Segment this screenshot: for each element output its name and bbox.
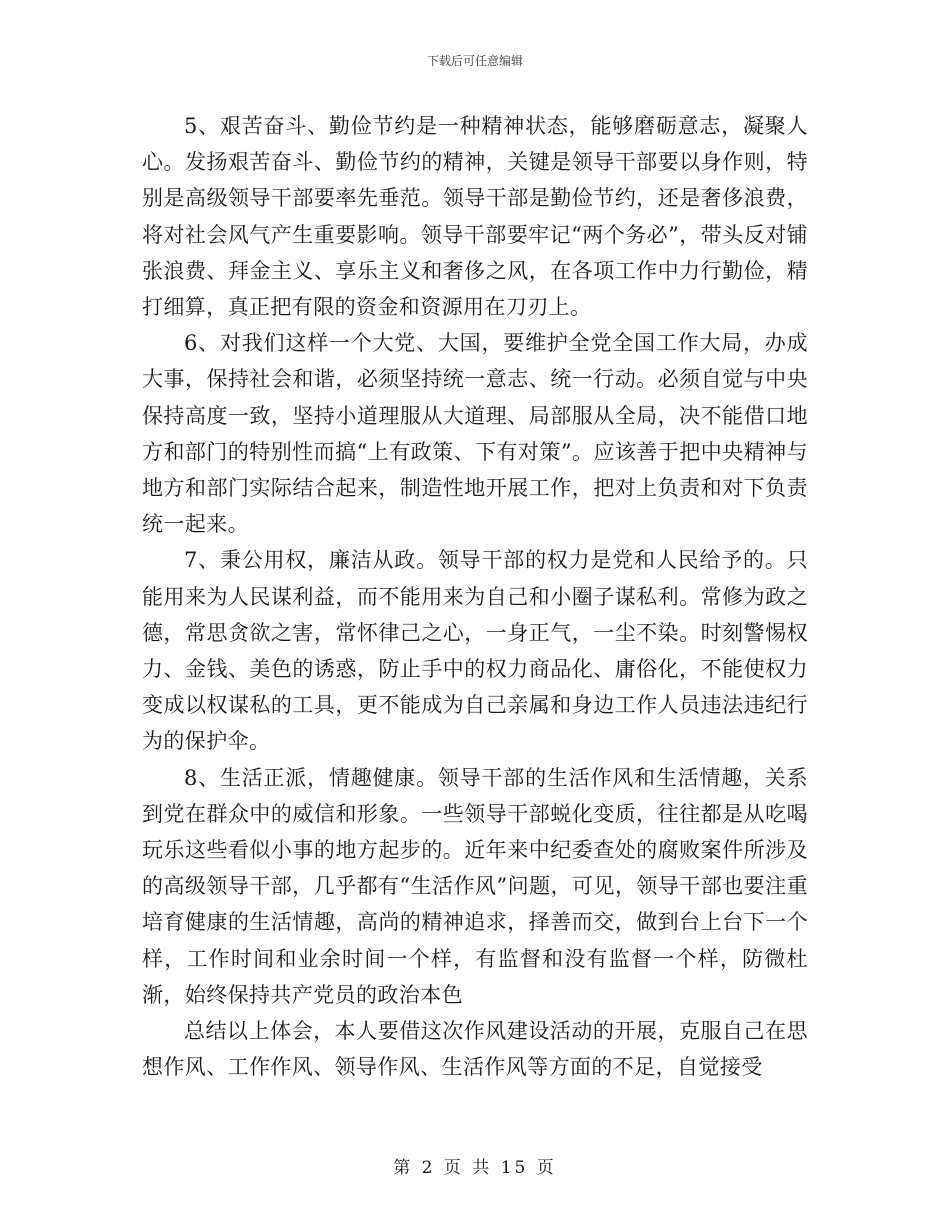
paragraph-5: 5、艰苦奋斗、勤俭节约是一种精神状态，能够磨砺意志，凝聚人心。发扬艰苦奋斗、勤俭节约的精神，关键是领导干部要以身作则，特别是高级领导干部要率先垂范。领导干部是勤俭节约，还是奢侈浪费，将对社会风气产生重要影响。领导干部要牢记“两个务必”，带头反对铺张浪费、拜金主义、享乐主义和奢侈之风，在各项工作中力行勤俭，精打细算，真正把有限的资金和资源用在刀刃上。 bbox=[142, 114, 808, 320]
paragraph-6: 6、对我们这样一个大党、大国，要维护全党全国工作大局，办成大事，保持社会和谐，必须坚持统一意志、统一行动。必须自觉与中央保持高度一致，坚持小道理服从大道理、局部服从全局，决不能借口地方和部门的特别性而搞“上有政策、下有对策”。应该善于把中央精神与地方和部门实际结合起来，制造性地开展工作，把对上负责和对下负责统一起来。 bbox=[142, 331, 808, 537]
paragraph-7: 7、秉公用权，廉洁从政。领导干部的权力是党和人民给予的。只能用来为人民谋利益，而不能用来为自己和小圈子谋私利。常修为政之德，常思贪欲之害，常怀律己之心，一身正气，一尘不染。时刻警惕权力、金钱、美色的诱惑，防止手中的权力商品化、庸俗化，不能使权力变成以权谋私的工具，更不能成为自己亲属和身边工作人员违法违纪行为的保护伞。 bbox=[142, 548, 808, 754]
page-number: 第 2 页 共 15 页 bbox=[393, 1158, 557, 1178]
paragraph-8: 8、生活正派，情趣健康。领导干部的生活作风和生活情趣，关系到党在群众中的威信和形象。一些领导干部蜕化变质，往往都是从吃喝玩乐这些看似小事的地方起步的。近年来中纪委查处的腐败案件所涉及的高级领导干部，几乎都有“生活作风”问题，可见，领导干部也要注重培育健康的生活情趣，高尚的精神追求，择善而交，做到台上台下一个样，工作时间和业余时间一个样，有监督和没有监督一个样，防微杜渐，始终保持共产党员的政治本色 bbox=[142, 765, 808, 1007]
body-text bbox=[142, 108, 808, 1085]
paragraph-summary: 总结以上体会，本人要借这次作风建设活动的开展，克服自己在思想作风、工作作风、领导作风、生活作风等方面的不足，自觉接受 bbox=[142, 1019, 808, 1080]
header-note: 下载后可任意编辑 bbox=[426, 54, 523, 68]
